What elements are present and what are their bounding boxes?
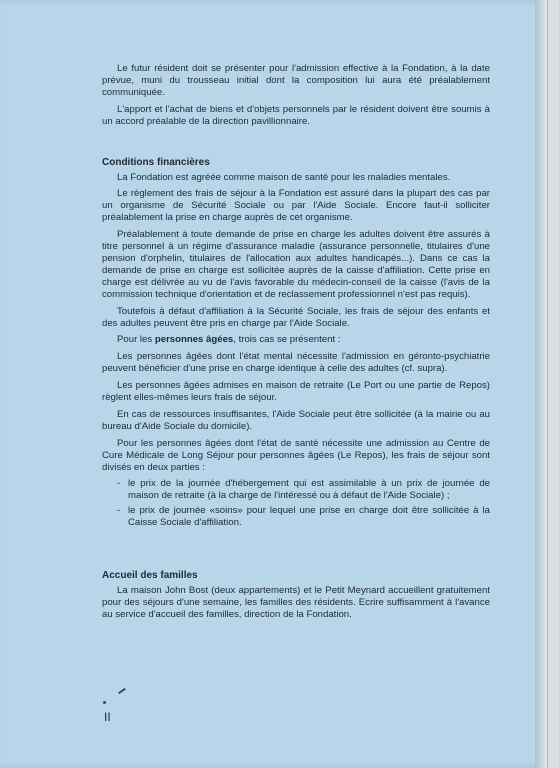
section-title-families: Accueil des familles	[102, 570, 198, 582]
paragraph-personal-belongings: L'apport et l'achat de biens et d'objets personnels par le résident doivent être soumis à un accord préalable de la direction pavillionnaire.	[102, 103, 490, 127]
paragraph-case-1: Les personnes âgées dont l'état mental nécessite l'admission en géronto-psychiatrie peuvent bénéficier d'une prise en charge identique à celle des adultes (cf. supra).	[102, 351, 490, 375]
list-item-text: le prix de journée «soins» pour lequel une prise en charge doit être sollicitée à la Caisse Sociale d'affiliation.	[128, 505, 490, 529]
dash-bullet: -	[117, 478, 121, 490]
paragraph-case-4: Pour les personnes âgées dont l'état de santé nécessite une admission au Centre de Cure Médicale de Long Séjour pour personnes âgées (Le Repos), les frais de séjour sont divisés en deux parties :	[102, 437, 490, 473]
list-item	[117, 505, 490, 529]
paragraph-financial-2: Le règlement des frais de séjour à la Fondation est assuré dans la plupart des cas par un organisme de Sécurité Sociale ou par l'Aide Sociale. Encore faut-il solliciter préalablement la prise en charge auprès de cet organisme.	[102, 188, 490, 224]
paragraph-financial-3: Préalablement à toute demande de prise en charge les adultes doivent être assurés à titre personnel à un régime d'assurance maladie (assurance personnelle, titulaires d'une pension d'orphelin, titulaires de l'allocation aux adultes handicapés...). Dans ce cas la demande de prise en charge est sollicitée auprès de la caisse d'affiliation. Cette prise en charge est délivrée au vu de l'avis favorable du médecin-conseil de la caisse (l'avis de la commission technique d'orientation et de reclassement professionnel n'est pas requis).	[102, 229, 490, 300]
dash-bullet: -	[117, 505, 121, 517]
list-item-text: le prix de la journée d'hébergement qui est assimilable à un prix de journée de maison de retraite (à la charge de l'intéressé ou à défaut de l'Aide Sociale) ;	[128, 478, 490, 502]
paragraph-financial-4: Toutefois à défaut d'affiliation à la Sécurité Sociale, les frais de séjour des enfants et des adultes peuvent être pris en charge par l'Aide Sociale.	[102, 305, 490, 329]
list-item	[117, 478, 490, 502]
paragraph-case-2: Les personnes âgées admises en maison de retraite (Le Port ou une partie de Repos) règlent elles-mêmes leurs frais de séjour.	[102, 380, 490, 404]
page-edge	[535, 0, 547, 768]
paragraph-families: La maison John Bost (deux appartements) et le Petit Meynard accueillent gratuitement pour des séjours d'une semaine, les familles des résidents. Ecrire suffisamment à l'avance au service d'accueil des familles, direction de la Fondation.	[102, 585, 490, 620]
paragraph-case-3: En cas de ressources insuffisantes, l'Aide Sociale peut être sollicitée (à la mairie ou au bureau d'Aide Sociale du domicile).	[102, 408, 490, 432]
page-number: II	[104, 710, 111, 724]
cost-split-list	[102, 478, 490, 529]
elderly-prefix: Pour les	[117, 334, 155, 346]
pen-dot	[103, 701, 106, 704]
paragraph-admission: Le futur résident doit se présenter pour l'admission effective à la Fondation, à la date prévue, muni du trousseau initial dont la composition lui aura été préalablement communiquée.	[102, 63, 490, 98]
pen-mark	[118, 688, 126, 694]
section-title-financial: Conditions financières	[102, 156, 210, 168]
paragraph-financial-1: La Fondation est agréée comme maison de santé pour les maladies mentales.	[117, 171, 451, 183]
elderly-suffix: , trois cas se présentent :	[233, 334, 341, 346]
elderly-bold: personnes âgées	[154, 334, 234, 346]
page-content	[102, 63, 490, 626]
paragraph-elderly-intro	[102, 334, 490, 346]
